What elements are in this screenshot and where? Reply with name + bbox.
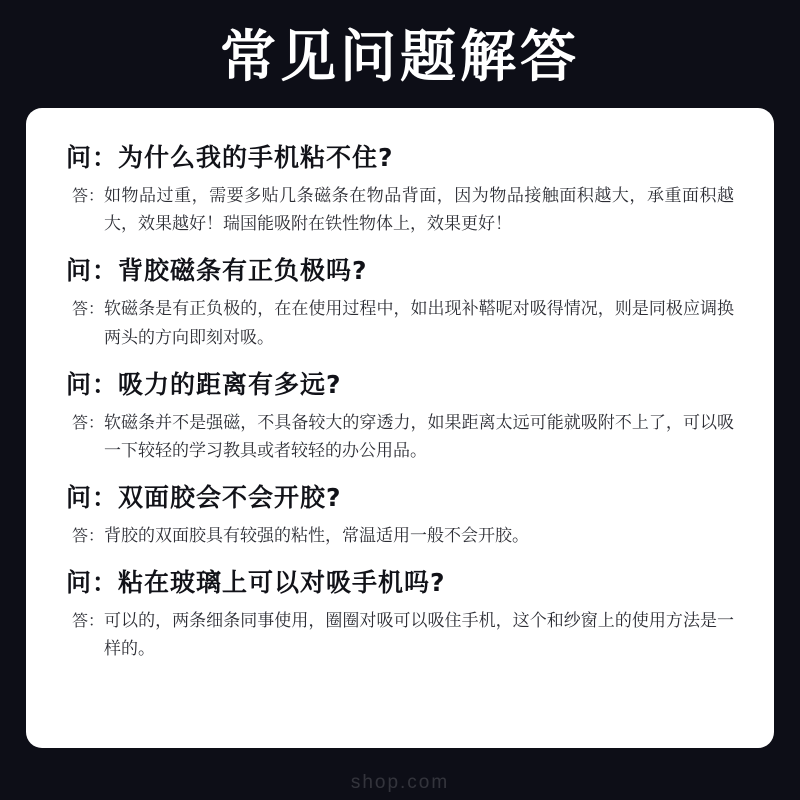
faq-item (66, 365, 734, 465)
answer-text: 软磁条并不是强磁，不具备较大的穿透力，如果距离太远可能就吸附不上了，可以吸一下较轻的学习教具或者较轻的办公用品。 (104, 412, 734, 461)
answer-text: 软磁条是有正负极的，在在使用过程中，如出现补鞳呢对吸得情况，则是同极应调换两头的方向即刻对吸。 (104, 299, 734, 348)
faq-question (66, 563, 734, 599)
faq-answer (66, 182, 734, 238)
faq-item (66, 138, 734, 238)
answer-label: 答： (72, 525, 105, 545)
question-label: 问： (66, 482, 119, 512)
faq-question (66, 138, 734, 174)
faq-answer (66, 409, 734, 465)
answer-text: 可以的，两条细条同事使用，圈圈对吸可以吸住手机，这个和纱窗上的使用方法是一样的。 (104, 610, 734, 659)
question-label: 问： (66, 256, 119, 286)
faq-question (66, 251, 734, 287)
question-label: 问： (66, 143, 119, 173)
answer-label: 答： (72, 186, 105, 206)
question-label: 问： (66, 369, 119, 399)
answer-text: 背胶的双面胶具有较强的粘性，常温适用一般不会开胶。 (104, 525, 530, 546)
watermark: shop.com (350, 772, 450, 793)
faq-item (66, 563, 734, 663)
faq-question (66, 365, 734, 401)
faq-question (66, 478, 734, 514)
answer-label: 答： (72, 412, 105, 432)
faq-answer (66, 522, 734, 550)
question-text: 双面胶会不会开胶? (118, 482, 342, 512)
answer-text: 如物品过重，需要多贴几条磁条在物品背面，因为物品接触面积越大，承重面积越大，效果越好！瑞国能吸附在铁性物体上，效果更好！ (104, 186, 734, 235)
question-text: 粘在玻璃上可以对吸手机吗? (118, 567, 446, 597)
question-text: 吸力的距离有多远? (118, 369, 342, 399)
question-label: 问： (66, 567, 119, 597)
faq-item (66, 478, 734, 550)
answer-label: 答： (72, 299, 105, 319)
question-text: 为什么我的手机粘不住? (118, 143, 394, 173)
faq-answer (66, 607, 734, 663)
faq-answer (66, 295, 734, 351)
faq-item (66, 251, 734, 351)
question-text: 背胶磁条有正负极吗? (118, 256, 368, 286)
faq-card (26, 108, 774, 748)
answer-label: 答： (72, 610, 105, 630)
faq-list (66, 138, 734, 675)
page-title: 常见问题解答 (220, 25, 580, 90)
